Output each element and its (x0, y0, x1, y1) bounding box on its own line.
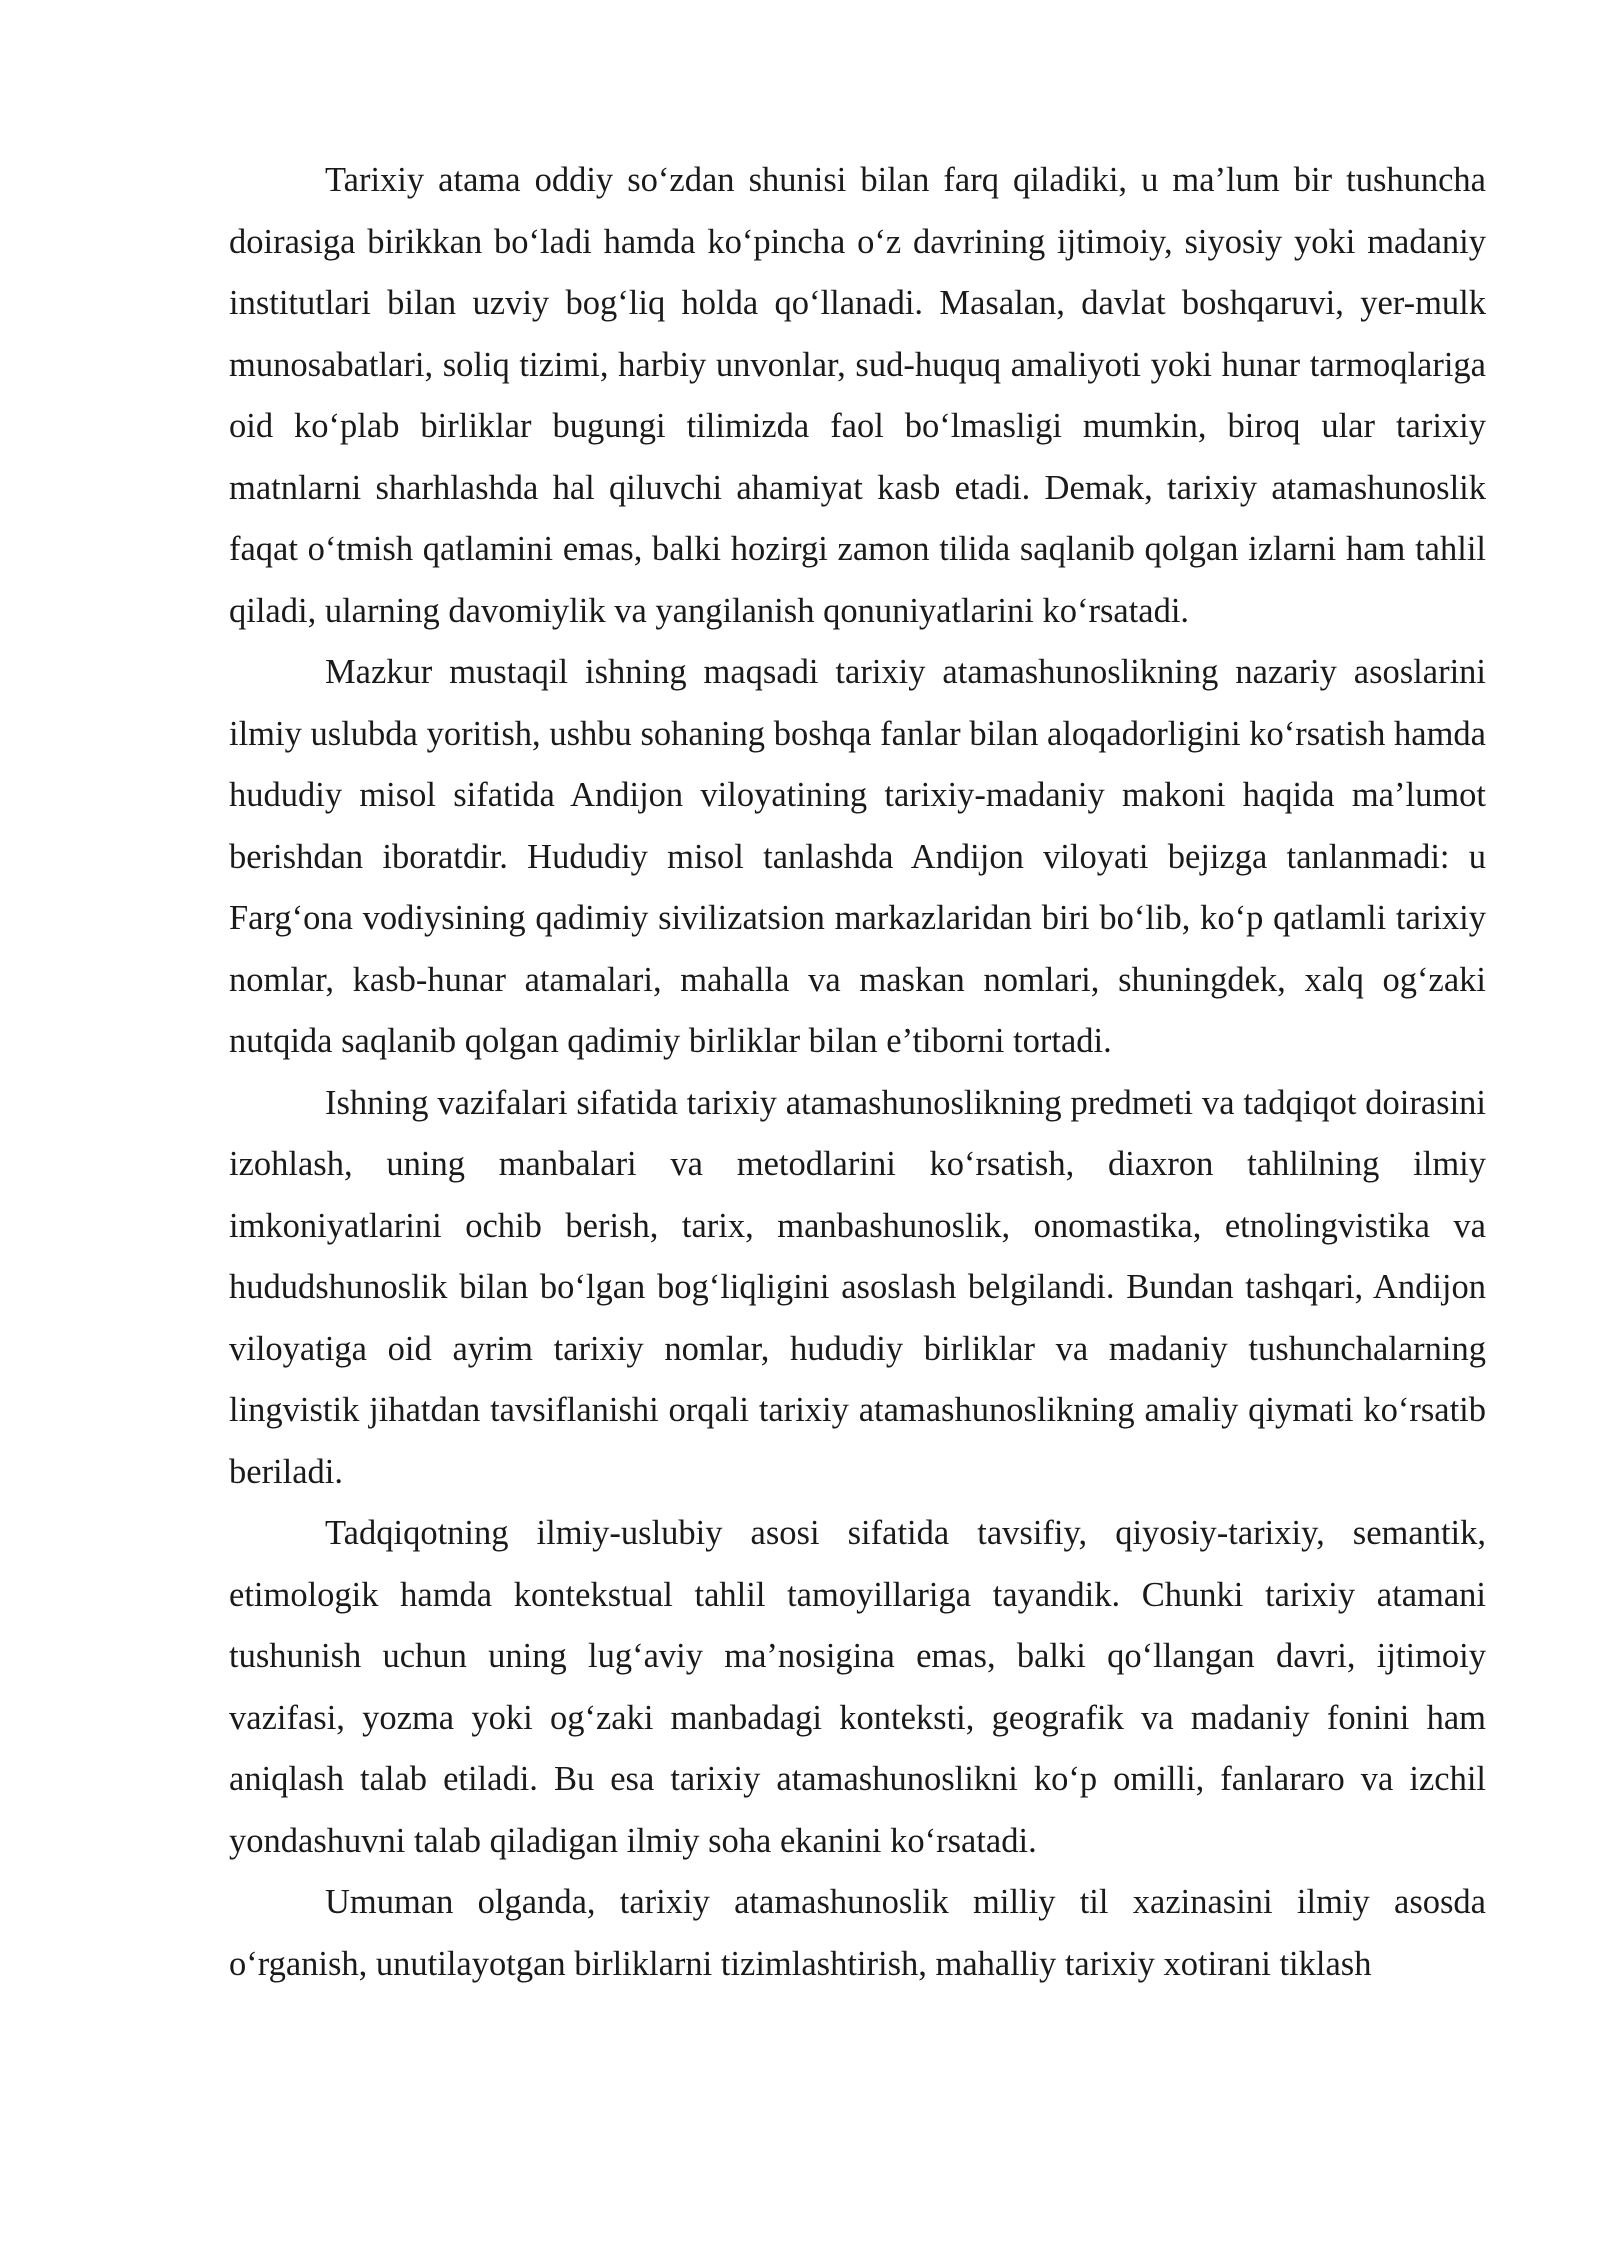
paragraph-aim-of-work: Mazkur mustaqil ishning maqsadi tarixiy atamashunoslikning nazariy asoslarini ilmiy uslubda yoritish, ushbu sohaning boshqa fanlar bilan aloqadorligini ko‘rsatish hamda hududiy misol sifatida Andijon viloyatining tarixiy-madaniy makoni haqida ma’lumot berishdan iboratdir. Hududiy misol tanlashda Andijon viloyati bejizga tanlanmadi: u Farg‘ona vodiysining qadimiy sivilizatsion markazlaridan biri bo‘lib, ko‘p qatlamli tarixiy nomlar, kasb-hunar atamalari, mahalla va maskan nomlari, shuningdek, xalq og‘zaki nutqida saqlanib qolgan qadimiy birliklar bilan e’tiborni tortadi. (229, 653, 1486, 1060)
paragraph-methodology: Tadqiqotning ilmiy-uslubiy asosi sifatida tavsifiy, qiyosiy-tarixiy, semantik, etimologik hamda kontekstual tahlil tamoyillariga tayandik. Chunki tarixiy atamani tushunish uchun uning lug‘aviy ma’nosigina emas, balki qo‘llangan davri, ijtimoiy vazifasi, yozma yoki og‘zaki manbadagi konteksti, geografik va madaniy fonini ham aniqlash talab etiladi. Bu esa tarixiy atamashunoslikni ko‘p omilli, fanlararo va izchil yondashuvni talab qiladigan ilmiy soha ekanini ko‘rsatadi. (229, 1514, 1486, 1860)
paragraph-historical-term-definition: Tarixiy atama oddiy so‘zdan shunisi bilan farq qiladiki, u ma’lum bir tushuncha doirasiga birikkan bo‘ladi hamda ko‘pincha o‘z davrining ijtimoiy, siyosiy yoki madaniy institutlari bilan uzviy bog‘liq holda qo‘llanadi. Masalan, davlat boshqaruvi, yer-mulk munosabatlari, soliq tizimi, harbiy unvonlar, sud-huquq amaliyoti yoki hunar tarmoqlariga oid ko‘plab birliklar bugungi tilimizda faol bo‘lmasligi mumkin, biroq ular tarixiy matnlarni sharhlashda hal qiluvchi ahamiyat kasb etadi. Demak, tarixiy atamashunoslik faqat o‘tmish qatlamini emas, balki hozirgi zamon tilida saqlanib qolgan izlarni ham tahlil qiladi, ularning davomiylik va yangilanish qonuniyatlarini ko‘rsatadi. (229, 161, 1486, 630)
paragraph-tasks-of-work: Ishning vazifalari sifatida tarixiy atamashunoslikning predmeti va tadqiqot doirasini izohlash, uning manbalari va metodlarini ko‘rsatish, diaxron tahlilning ilmiy imkoniyatlarini ochib berish, tarix, manbashunoslik, onomastika, etnolingvistika va hududshunoslik bilan bo‘lgan bog‘liqligini asoslash belgilandi. Bundan tashqari, Andijon viloyatiga oid ayrim tarixiy nomlar, hududiy birliklar va madaniy tushunchalarning lingvistik jihatdan tavsiflanishi orqali tarixiy atamashunoslikning amaliy qiymati ko‘rsatib beriladi. (229, 1083, 1486, 1491)
paragraph-conclusion-start: Umuman olganda, tarixiy atamashunoslik milliy til xazinasini ilmiy asosda o‘rganish, unutilayotgan birliklarni tizimlashtirish, mahalliy tarixiy xotirani tiklash (229, 1883, 1486, 1983)
body-text (229, 150, 1486, 1995)
